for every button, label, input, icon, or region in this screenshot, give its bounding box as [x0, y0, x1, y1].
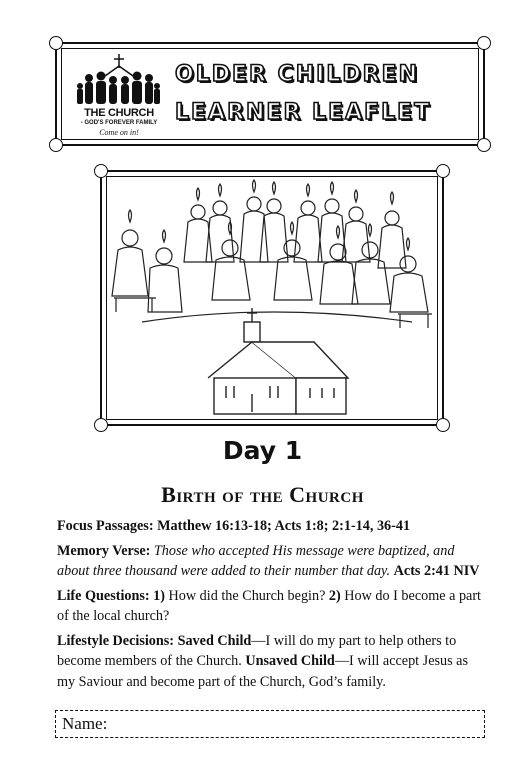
- life-label: Life Questions:: [57, 587, 150, 604]
- lesson-body: [57, 516, 489, 696]
- name-field[interactable]: [55, 710, 485, 738]
- memory-reference: Acts 2:41 NIV: [393, 563, 480, 579]
- lesson-title: Birth of the Church: [161, 482, 364, 507]
- leaflet-title: [175, 56, 475, 132]
- day-heading: Day 1: [222, 436, 303, 465]
- memory-verse: [57, 541, 489, 582]
- focus-passages: [57, 516, 489, 537]
- corner-notch: [477, 36, 491, 50]
- title-line-1: OLDER CHILDREN: [175, 62, 420, 87]
- saved-child-text: —I will do my part to help others to become members of the Church.: [57, 632, 457, 669]
- memory-text: Those who accepted His message were baptized, and about three thousand were added to their number that day.: [57, 542, 455, 579]
- question-2-text: How do I become a part of the local church?: [57, 587, 481, 624]
- corner-notch: [477, 138, 491, 152]
- lifestyle-decisions: [57, 631, 489, 693]
- unsaved-child-label: Unsaved Child: [245, 653, 335, 669]
- saved-child-label: Saved Child: [177, 632, 252, 649]
- question-1-number: 1): [153, 587, 165, 604]
- unsaved-child-text: —I will accept Jesus as my Saviour and become part of the Church, God’s family.: [57, 653, 468, 690]
- corner-notch: [49, 36, 63, 50]
- family-silhouette-icon: [75, 52, 163, 108]
- pentecost-illustration-icon: [102, 172, 446, 428]
- focus-label: Focus Passages:: [57, 518, 154, 534]
- logo-title: THE CHURCH: [84, 107, 154, 119]
- illustration-frame: [100, 170, 444, 426]
- header-frame: [55, 42, 485, 146]
- question-2-number: 2): [328, 587, 341, 604]
- name-label: Name:: [62, 714, 108, 733]
- life-questions: [57, 586, 489, 627]
- title-line-2: LEARNER LEAFLET: [175, 100, 432, 125]
- corner-notch: [49, 138, 63, 152]
- logo-tagline: Come on in!: [99, 128, 139, 137]
- focus-value: Matthew 16:13-18; Acts 1:8; 2:1-14, 36-41: [157, 518, 411, 534]
- logo-subtitle: - GOD'S FOREVER FAMILY: [80, 120, 158, 126]
- lifestyle-label: Lifestyle Decisions:: [57, 632, 175, 649]
- question-1-text: How did the Church begin?: [168, 587, 326, 604]
- church-logo: [75, 52, 163, 140]
- memory-label: Memory Verse:: [57, 542, 151, 559]
